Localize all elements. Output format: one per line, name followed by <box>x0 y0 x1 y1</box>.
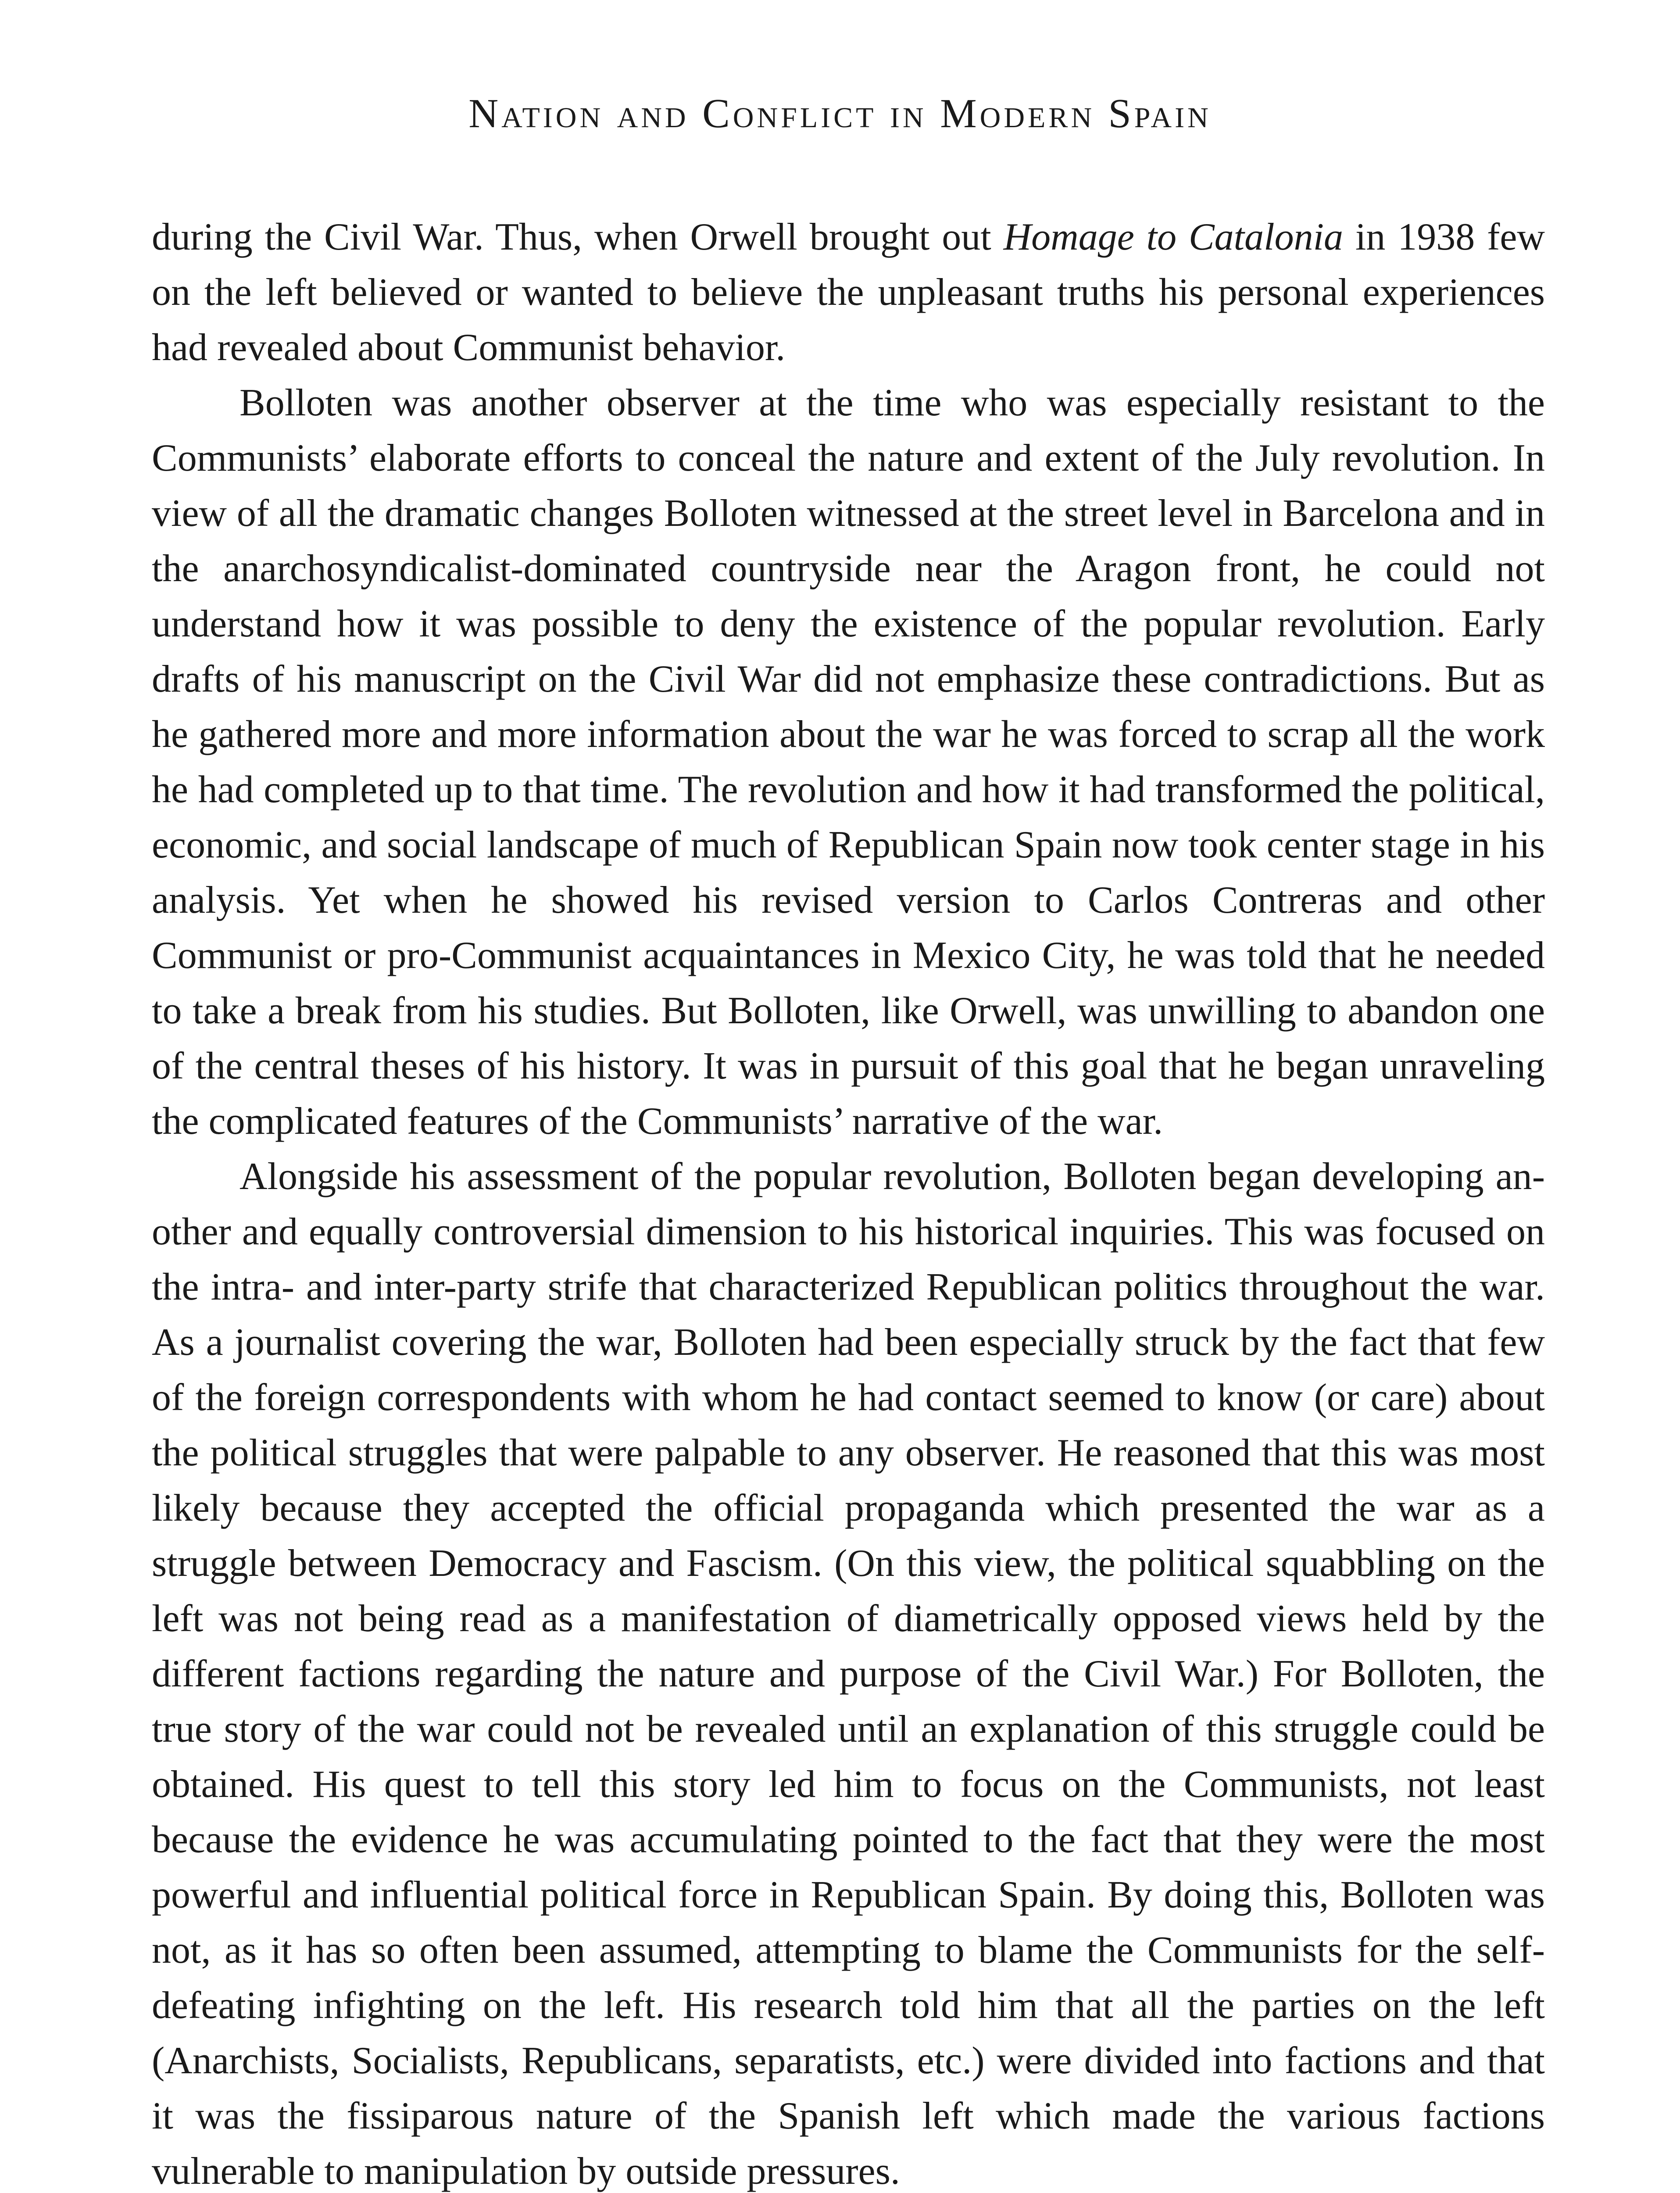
text-segment: Bolloten was another observer at the time who was especially resistant to the Communists’ elaborate efforts to conceal the nature and extent of the July revolution. In view of all the dramatic changes Bolloten witnessed at the street level in Barcelona and in the anarchosyndicalist-dominated countryside near the Aragon front, he could not understand how it was possible to deny the existence of the popular revolution. Early drafts of his manuscript on the Civil War did not emphasize these contradictions. But as he gathered more and more information about the war he was forced to scrap all the work he had completed up to that time. The revolution and how it had transformed the political, economic, and social landscape of much of Republican Spain now took center stage in his analysis. Yet when he showed his revised version to Carlos Contreras and other Communist or pro-Communist acquaintances in Mexico City, he was told that he needed to take a break from his studies. But Bolloten, like Orwell, was unwilling to abandon one of the central theses of his history. It was in pursuit of this goal that he began unraveling the complicated features of the Communists’ narrative of the war. <box>152 382 1545 1143</box>
text-segment: during the Civil War. Thus, when Orwell brought out <box>152 216 1004 258</box>
running-head: Nation and Conflict in Modern Spain <box>468 91 1212 136</box>
text-segment: Alongside his assessment of the popular revolution, Bolloten began developing another and equally controversial dimension to his historical inquiries. This was focused on the intra- and inter-party strife that characterized Republican politics throughout the war. As a journalist covering the war, Bolloten had been especially struck by the fact that few of the foreign correspondents with whom he had contact seemed to know (or care) about the political struggles that were palpable to any observer. He reasoned that this was most likely because they accepted the official propaganda which presented the war as a struggle between Democracy and Fascism. (On this view, the political squabbling on the left was not being read as a manifestation of diametrically opposed views held by the different factions regarding the nature and purpose of the Civil War.) For Bolloten, the true story of the war could not be revealed until an explanation of this struggle could be obtained. His quest to tell this story led him to focus on the Communists, not least because the evidence he was accumulating pointed to the fact that they were the most powerful and influential political force in Republican Spain. By doing this, Bolloten was not, as it has so often been assumed, attempting to blame the Communists for the self-defeating infighting on the left. His research told him that all the parties on the left (Anarchists, Socialists, Republicans, separatists, etc.) were divided into factions and that it was the fissiparous nature of the Spanish left which made the various factions vulnerable to manipulation by outside pressures. <box>152 1155 1545 2193</box>
text-segment: in 1938 few on the left believed or wanted to believe the unpleasant truths his personal experiences had revealed about Communist behavior. <box>152 216 1545 369</box>
paragraph <box>152 1149 1545 2193</box>
paragraph <box>152 210 1545 375</box>
book-title: Homage to Catalonia <box>1003 216 1344 258</box>
paragraph <box>152 375 1545 1149</box>
body-text <box>152 210 1545 2193</box>
